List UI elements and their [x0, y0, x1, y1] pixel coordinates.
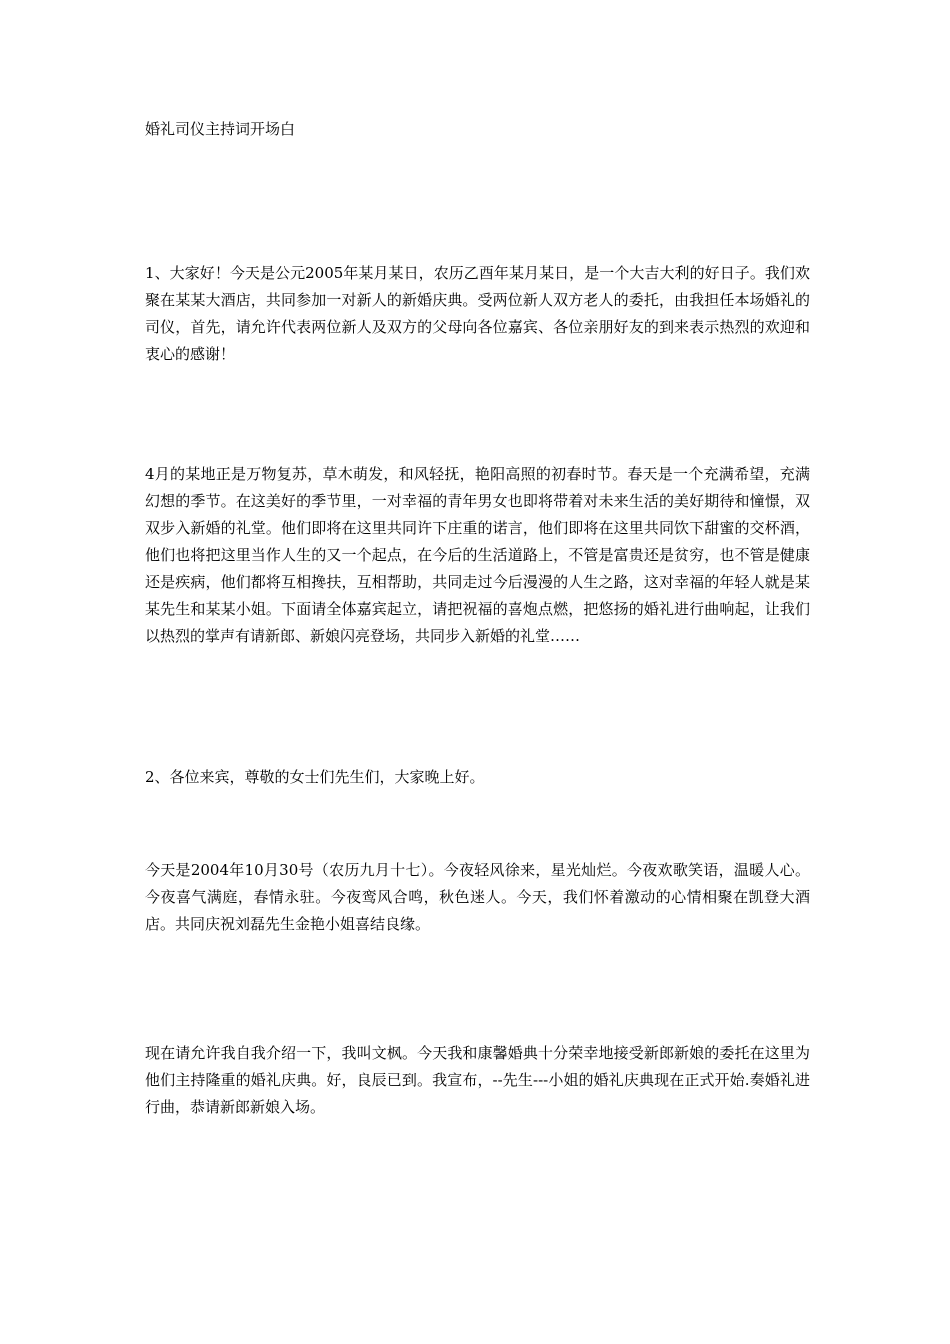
paragraph-4: 今天是2004年10月30号（农历九月十七）。今夜轻风徐来，星光灿烂。今夜欢歌笑语，温暖人心。今夜喜气满庭，春情永驻。今夜鸾风合鸣，秋色迷人。今天，我们怀着激动的心情相聚在凯登大酒店。共同庆祝刘磊先生金艳小姐喜结良缘。 — [145, 861, 810, 933]
paragraph-5: 现在请允许我自我介绍一下，我叫文枫。今天我和康馨婚典十分荣幸地接受新郎新娘的委托在这里为他们主持隆重的婚礼庆典。好，良辰已到。我宣布，--先生---小姐的婚礼庆典现在正式开始.奏婚礼进行曲，恭请新郎新娘入场。 — [145, 1044, 810, 1116]
paragraph-2: 4月的某地正是万物复苏，草木萌发，和风轻抚，艳阳高照的初春时节。春天是一个充满希望，充满幻想的季节。在这美好的季节里，一对幸福的青年男女也即将带着对未来生活的美好期待和憧憬，双双步入新婚的礼堂。他们即将在这里共同许下庄重的诺言，他们即将在这里共同饮下甜蜜的交杯酒，他们也将把这里当作人生的又一个起点，在今后的生活道路上，不管是富贵还是贫穷，也不管是健康还是疾病，他们都将互相搀扶，互相帮助，共同走过今后漫漫的人生之路，这对幸福的年轻人就是某某先生和某某小姐。下面请全体嘉宾起立，请把祝福的喜炮点燃，把悠扬的婚礼进行曲响起，让我们以热烈的掌声有请新郎、新娘闪亮登场，共同步入新婚的礼堂…… — [145, 465, 810, 645]
document-title: 婚礼司仪主持词开场白 — [145, 120, 296, 138]
paragraph-1: 1、大家好！今天是公元2005年某月某日，农历乙酉年某月某日，是一个大吉大利的好日子。我们欢聚在某某大酒店，共同参加一对新人的新婚庆典。受两位新人双方老人的委托，由我担任本场婚礼的司仪，首先，请允许代表两位新人及双方的父母向各位嘉宾、各位亲朋好友的到来表示热烈的欢迎和衷心的感谢！ — [145, 264, 810, 363]
paragraph-3: 2、各位来宾，尊敬的女士们先生们，大家晚上好。 — [145, 768, 485, 786]
